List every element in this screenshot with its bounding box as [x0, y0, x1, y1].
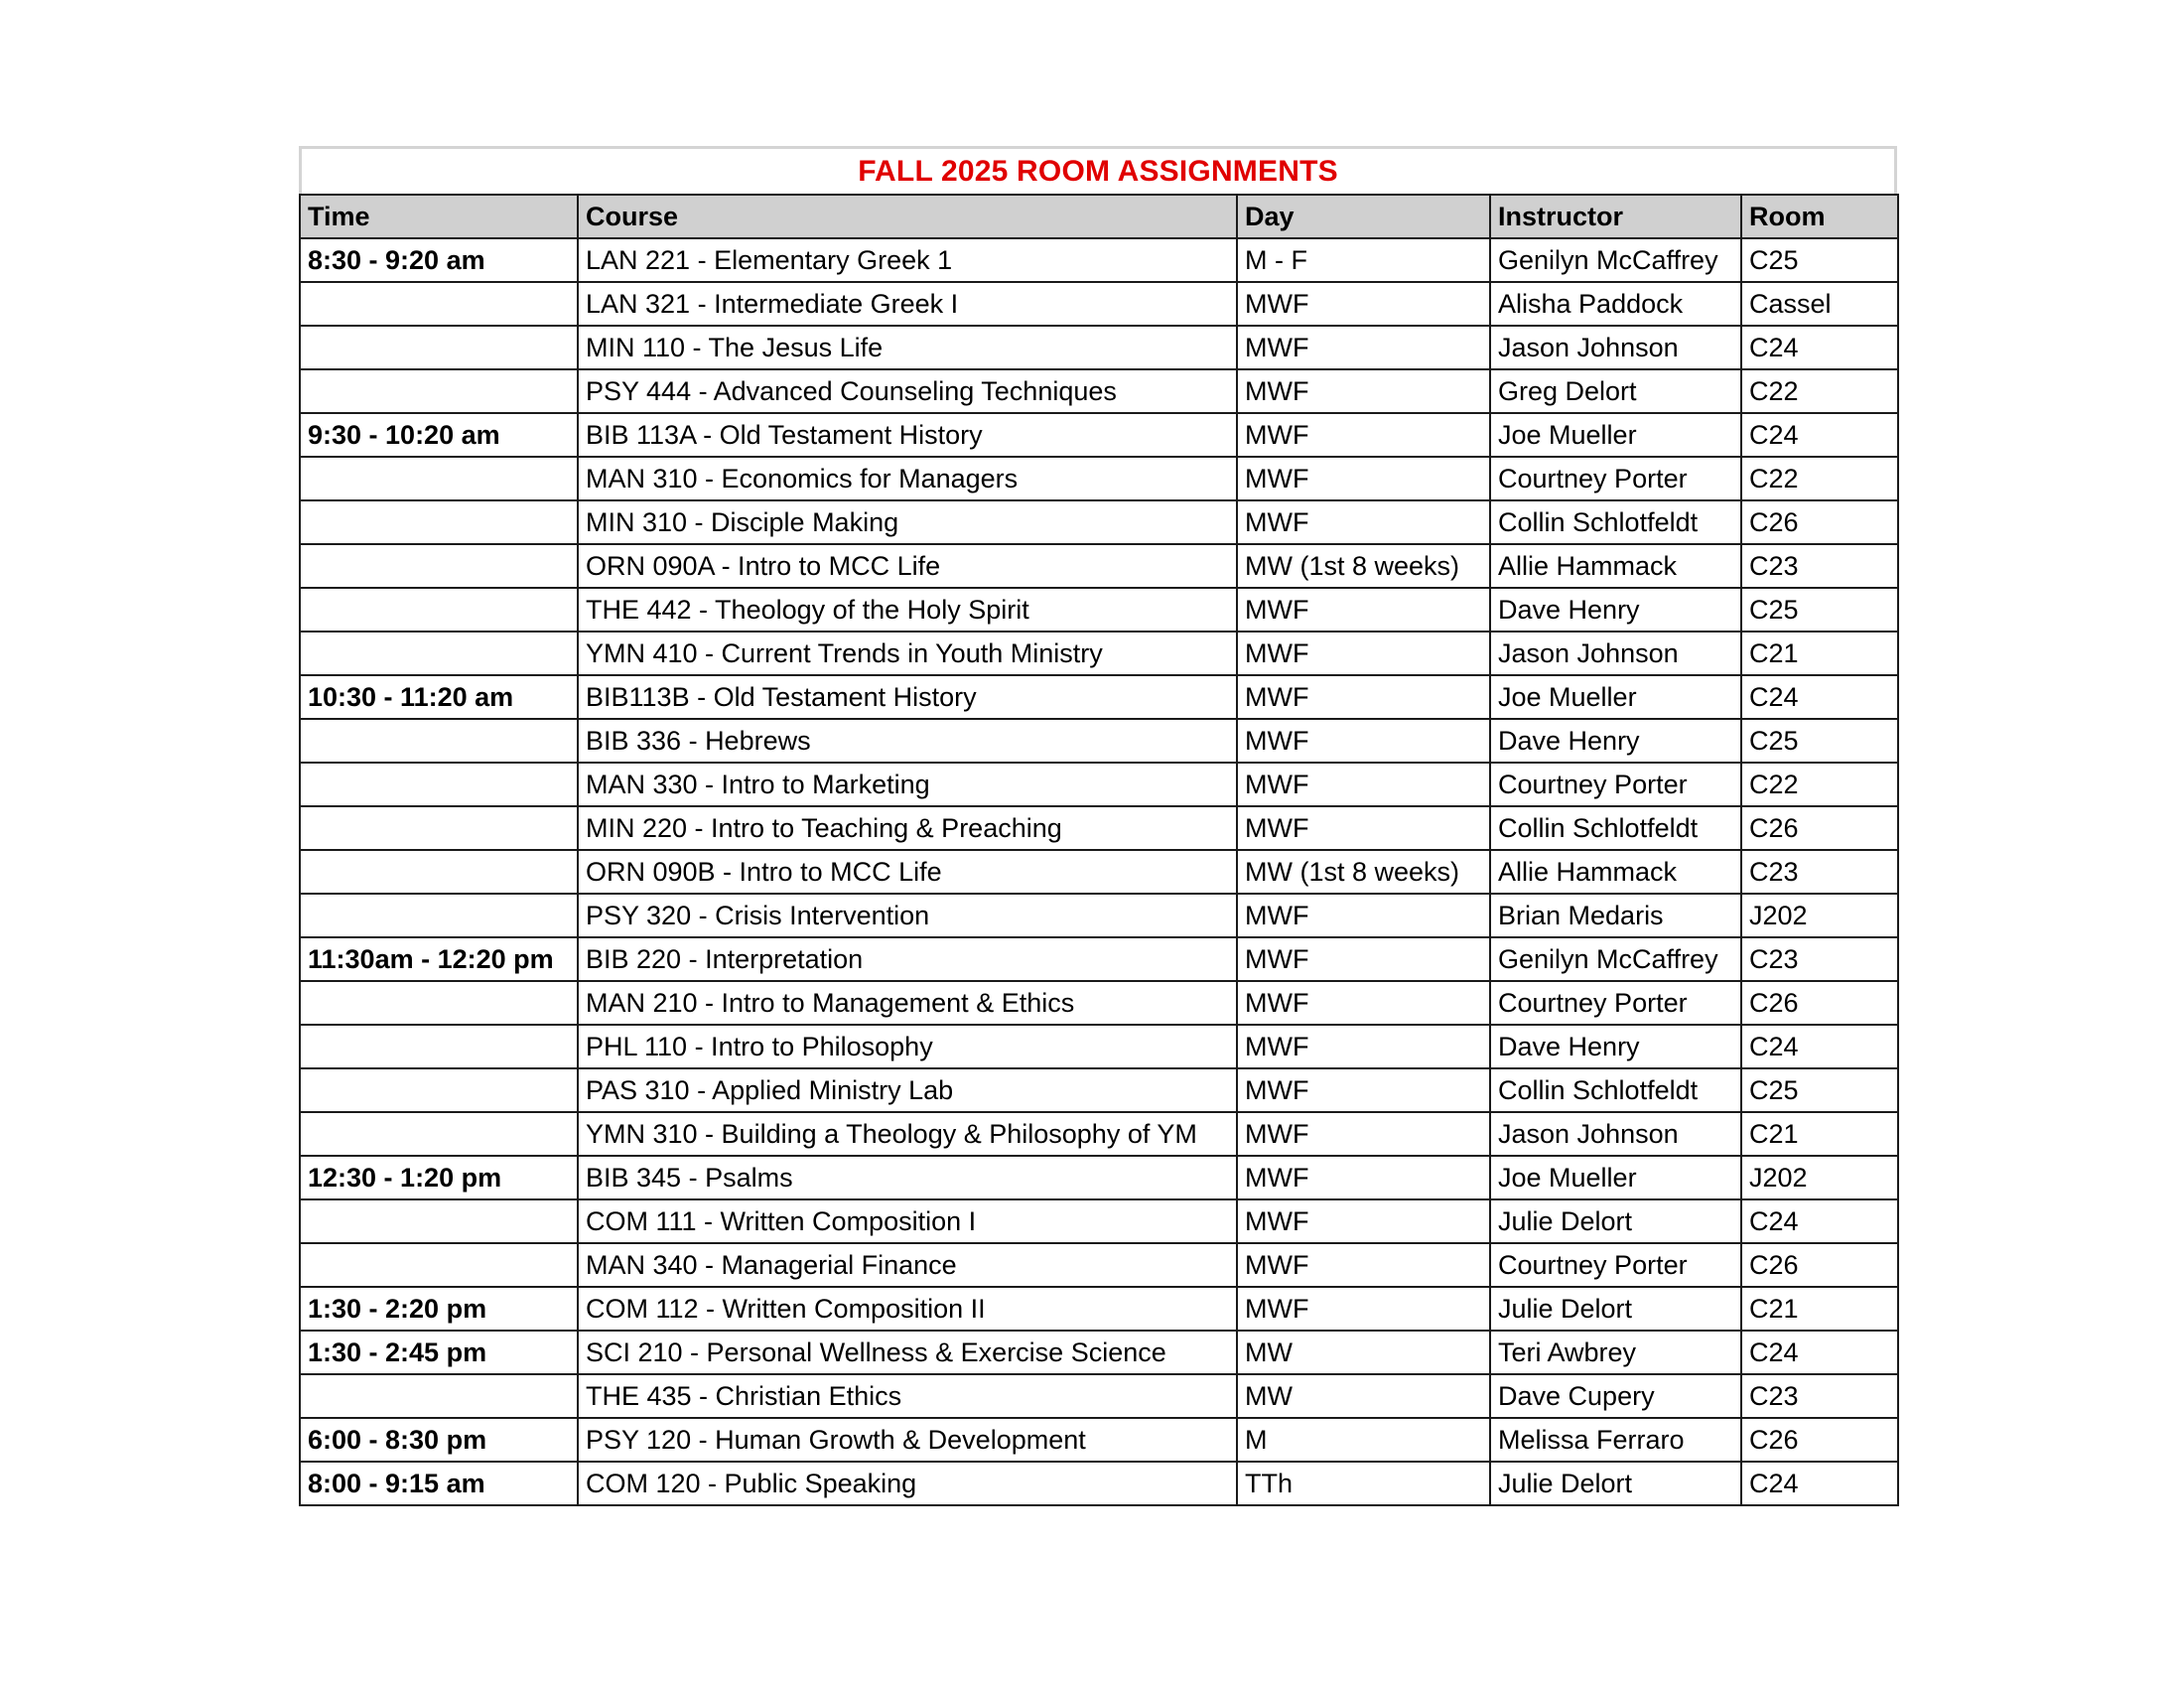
- cell-course: MAN 340 - Managerial Finance: [578, 1243, 1237, 1287]
- cell-day: MWF: [1237, 763, 1490, 806]
- cell-room: C24: [1741, 1199, 1898, 1243]
- cell-instructor: Brian Medaris: [1490, 894, 1741, 937]
- cell-day: MWF: [1237, 1068, 1490, 1112]
- cell-day: M: [1237, 1418, 1490, 1462]
- cell-instructor: Joe Mueller: [1490, 675, 1741, 719]
- cell-course: MIN 220 - Intro to Teaching & Preaching: [578, 806, 1237, 850]
- title-row: [299, 146, 1897, 194]
- cell-day: TTh: [1237, 1462, 1490, 1505]
- cell-time: [300, 1199, 578, 1243]
- cell-room: C22: [1741, 457, 1898, 500]
- cell-time: 8:30 - 9:20 am: [300, 238, 578, 282]
- cell-instructor: Alisha Paddock: [1490, 282, 1741, 326]
- cell-course: PSY 444 - Advanced Counseling Techniques: [578, 369, 1237, 413]
- table-row: [300, 413, 1898, 457]
- cell-time: 12:30 - 1:20 pm: [300, 1156, 578, 1199]
- cell-time: [300, 457, 578, 500]
- cell-time: [300, 632, 578, 675]
- cell-course: PSY 320 - Crisis Intervention: [578, 894, 1237, 937]
- cell-room: C24: [1741, 1331, 1898, 1374]
- cell-course: ORN 090B - Intro to MCC Life: [578, 850, 1237, 894]
- table-row: [300, 238, 1898, 282]
- cell-instructor: Dave Henry: [1490, 719, 1741, 763]
- cell-course: LAN 221 - Elementary Greek 1: [578, 238, 1237, 282]
- cell-room: J202: [1741, 894, 1898, 937]
- cell-time: [300, 544, 578, 588]
- cell-instructor: Joe Mueller: [1490, 1156, 1741, 1199]
- cell-course: COM 111 - Written Composition I: [578, 1199, 1237, 1243]
- cell-time: [300, 894, 578, 937]
- room-assignments-sheet: [299, 146, 1897, 1506]
- table-row: [300, 1112, 1898, 1156]
- cell-instructor: Dave Henry: [1490, 588, 1741, 632]
- cell-course: BIB 336 - Hebrews: [578, 719, 1237, 763]
- table-row: [300, 1462, 1898, 1505]
- cell-course: MAN 330 - Intro to Marketing: [578, 763, 1237, 806]
- table-row: [300, 1331, 1898, 1374]
- cell-day: MWF: [1237, 632, 1490, 675]
- cell-instructor: Jason Johnson: [1490, 326, 1741, 369]
- cell-day: MW: [1237, 1374, 1490, 1418]
- cell-course: THE 435 - Christian Ethics: [578, 1374, 1237, 1418]
- cell-instructor: Allie Hammack: [1490, 544, 1741, 588]
- cell-day: MW (1st 8 weeks): [1237, 850, 1490, 894]
- cell-room: C23: [1741, 937, 1898, 981]
- table-row: [300, 850, 1898, 894]
- cell-time: 9:30 - 10:20 am: [300, 413, 578, 457]
- cell-room: C26: [1741, 1418, 1898, 1462]
- table-row: [300, 1068, 1898, 1112]
- cell-instructor: Genilyn McCaffrey: [1490, 238, 1741, 282]
- cell-course: BIB 113A - Old Testament History: [578, 413, 1237, 457]
- cell-instructor: Collin Schlotfeldt: [1490, 806, 1741, 850]
- header-room: Room: [1741, 195, 1898, 238]
- cell-time: [300, 1068, 578, 1112]
- cell-day: MWF: [1237, 1112, 1490, 1156]
- table-row: [300, 588, 1898, 632]
- cell-instructor: Collin Schlotfeldt: [1490, 500, 1741, 544]
- schedule-table: [299, 194, 1899, 1506]
- cell-day: MWF: [1237, 894, 1490, 937]
- table-row: [300, 981, 1898, 1025]
- cell-room: C25: [1741, 719, 1898, 763]
- cell-day: MWF: [1237, 1199, 1490, 1243]
- header-time: Time: [300, 195, 578, 238]
- cell-time: [300, 850, 578, 894]
- cell-course: THE 442 - Theology of the Holy Spirit: [578, 588, 1237, 632]
- page-title: FALL 2025 ROOM ASSIGNMENTS: [858, 154, 1338, 188]
- cell-time: [300, 282, 578, 326]
- cell-time: [300, 763, 578, 806]
- cell-course: BIB 220 - Interpretation: [578, 937, 1237, 981]
- cell-course: YMN 410 - Current Trends in Youth Ministry: [578, 632, 1237, 675]
- cell-room: C26: [1741, 500, 1898, 544]
- cell-day: MWF: [1237, 282, 1490, 326]
- cell-time: [300, 1025, 578, 1068]
- cell-instructor: Teri Awbrey: [1490, 1331, 1741, 1374]
- cell-time: [300, 326, 578, 369]
- table-row: [300, 1156, 1898, 1199]
- table-row: [300, 282, 1898, 326]
- cell-room: C25: [1741, 588, 1898, 632]
- cell-time: [300, 981, 578, 1025]
- cell-time: 10:30 - 11:20 am: [300, 675, 578, 719]
- cell-instructor: Dave Henry: [1490, 1025, 1741, 1068]
- cell-room: C21: [1741, 1112, 1898, 1156]
- table-row: [300, 1287, 1898, 1331]
- cell-course: MAN 210 - Intro to Management & Ethics: [578, 981, 1237, 1025]
- cell-instructor: Courtney Porter: [1490, 1243, 1741, 1287]
- header-instructor: Instructor: [1490, 195, 1741, 238]
- table-row: [300, 937, 1898, 981]
- cell-day: MWF: [1237, 675, 1490, 719]
- table-row: [300, 544, 1898, 588]
- cell-day: MWF: [1237, 981, 1490, 1025]
- cell-room: C22: [1741, 763, 1898, 806]
- cell-instructor: Julie Delort: [1490, 1287, 1741, 1331]
- cell-course: MAN 310 - Economics for Managers: [578, 457, 1237, 500]
- cell-room: C23: [1741, 1374, 1898, 1418]
- cell-room: C23: [1741, 850, 1898, 894]
- cell-time: 1:30 - 2:45 pm: [300, 1331, 578, 1374]
- cell-instructor: Jason Johnson: [1490, 632, 1741, 675]
- cell-day: MWF: [1237, 500, 1490, 544]
- table-row: [300, 1374, 1898, 1418]
- cell-day: MW: [1237, 1331, 1490, 1374]
- cell-instructor: Dave Cupery: [1490, 1374, 1741, 1418]
- cell-instructor: Jason Johnson: [1490, 1112, 1741, 1156]
- table-row: [300, 1199, 1898, 1243]
- table-row: [300, 719, 1898, 763]
- cell-time: [300, 1374, 578, 1418]
- cell-room: C24: [1741, 326, 1898, 369]
- cell-day: MWF: [1237, 1156, 1490, 1199]
- cell-day: MWF: [1237, 937, 1490, 981]
- table-row: [300, 632, 1898, 675]
- cell-room: C24: [1741, 1025, 1898, 1068]
- cell-course: PHL 110 - Intro to Philosophy: [578, 1025, 1237, 1068]
- cell-day: M - F: [1237, 238, 1490, 282]
- cell-day: MWF: [1237, 457, 1490, 500]
- cell-time: 6:00 - 8:30 pm: [300, 1418, 578, 1462]
- cell-instructor: Courtney Porter: [1490, 763, 1741, 806]
- cell-room: C21: [1741, 1287, 1898, 1331]
- cell-day: MWF: [1237, 588, 1490, 632]
- cell-room: C25: [1741, 238, 1898, 282]
- table-row: [300, 806, 1898, 850]
- cell-room: C26: [1741, 981, 1898, 1025]
- cell-course: MIN 110 - The Jesus Life: [578, 326, 1237, 369]
- cell-room: C22: [1741, 369, 1898, 413]
- cell-day: MWF: [1237, 1287, 1490, 1331]
- cell-room: J202: [1741, 1156, 1898, 1199]
- table-row: [300, 675, 1898, 719]
- header-course: Course: [578, 195, 1237, 238]
- cell-day: MW (1st 8 weeks): [1237, 544, 1490, 588]
- cell-course: ORN 090A - Intro to MCC Life: [578, 544, 1237, 588]
- cell-course: BIB 345 - Psalms: [578, 1156, 1237, 1199]
- cell-day: MWF: [1237, 413, 1490, 457]
- cell-instructor: Collin Schlotfeldt: [1490, 1068, 1741, 1112]
- cell-course: COM 112 - Written Composition II: [578, 1287, 1237, 1331]
- cell-course: SCI 210 - Personal Wellness & Exercise Science: [578, 1331, 1237, 1374]
- cell-room: C26: [1741, 806, 1898, 850]
- cell-time: [300, 719, 578, 763]
- cell-room: C25: [1741, 1068, 1898, 1112]
- table-row: [300, 763, 1898, 806]
- cell-time: [300, 588, 578, 632]
- table-row: [300, 1025, 1898, 1068]
- header-row: [300, 195, 1898, 238]
- cell-time: 8:00 - 9:15 am: [300, 1462, 578, 1505]
- table-row: [300, 369, 1898, 413]
- cell-time: 11:30am - 12:20 pm: [300, 937, 578, 981]
- cell-time: 1:30 - 2:20 pm: [300, 1287, 578, 1331]
- cell-instructor: Julie Delort: [1490, 1462, 1741, 1505]
- cell-day: MWF: [1237, 326, 1490, 369]
- cell-course: LAN 321 - Intermediate Greek I: [578, 282, 1237, 326]
- cell-time: [300, 369, 578, 413]
- cell-day: MWF: [1237, 719, 1490, 763]
- cell-course: MIN 310 - Disciple Making: [578, 500, 1237, 544]
- cell-course: PAS 310 - Applied Ministry Lab: [578, 1068, 1237, 1112]
- cell-day: MWF: [1237, 1243, 1490, 1287]
- cell-instructor: Melissa Ferraro: [1490, 1418, 1741, 1462]
- cell-course: BIB113B - Old Testament History: [578, 675, 1237, 719]
- cell-day: MWF: [1237, 369, 1490, 413]
- cell-time: [300, 806, 578, 850]
- cell-time: [300, 500, 578, 544]
- cell-instructor: Julie Delort: [1490, 1199, 1741, 1243]
- cell-instructor: Courtney Porter: [1490, 981, 1741, 1025]
- cell-day: MWF: [1237, 806, 1490, 850]
- cell-instructor: Courtney Porter: [1490, 457, 1741, 500]
- table-row: [300, 1243, 1898, 1287]
- cell-course: COM 120 - Public Speaking: [578, 1462, 1237, 1505]
- table-row: [300, 500, 1898, 544]
- cell-room: C24: [1741, 1462, 1898, 1505]
- table-row: [300, 1418, 1898, 1462]
- cell-room: C21: [1741, 632, 1898, 675]
- cell-room: C23: [1741, 544, 1898, 588]
- cell-course: PSY 120 - Human Growth & Development: [578, 1418, 1237, 1462]
- cell-course: YMN 310 - Building a Theology & Philosophy of YM: [578, 1112, 1237, 1156]
- table-row: [300, 894, 1898, 937]
- cell-room: C24: [1741, 413, 1898, 457]
- cell-room: C24: [1741, 675, 1898, 719]
- table-row: [300, 326, 1898, 369]
- cell-instructor: Greg Delort: [1490, 369, 1741, 413]
- table-row: [300, 457, 1898, 500]
- cell-room: C26: [1741, 1243, 1898, 1287]
- cell-day: MWF: [1237, 1025, 1490, 1068]
- cell-instructor: Genilyn McCaffrey: [1490, 937, 1741, 981]
- cell-instructor: Joe Mueller: [1490, 413, 1741, 457]
- cell-room: Cassel: [1741, 282, 1898, 326]
- cell-instructor: Allie Hammack: [1490, 850, 1741, 894]
- cell-time: [300, 1112, 578, 1156]
- cell-time: [300, 1243, 578, 1287]
- header-day: Day: [1237, 195, 1490, 238]
